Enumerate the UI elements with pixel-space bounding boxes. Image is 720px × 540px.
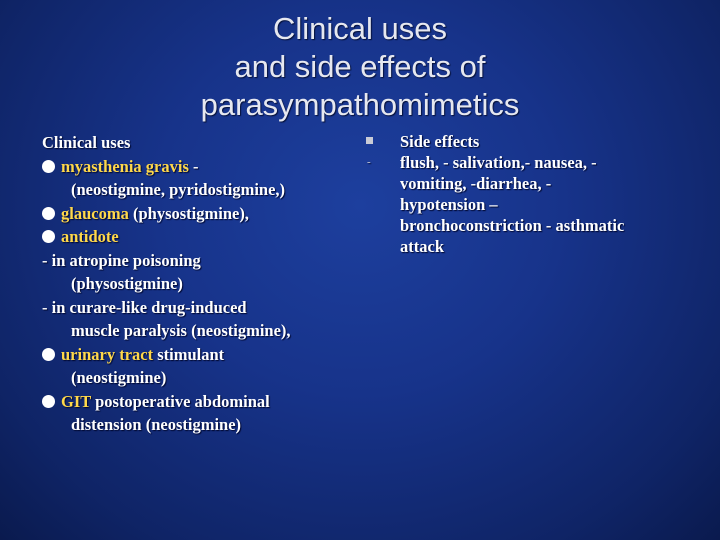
slide-title (0, 10, 720, 124)
urinary-detail: (neostigmine) (71, 368, 167, 387)
atropine-line: - in atropine poisoning (42, 250, 201, 270)
clinical-uses-heading: Clinical uses (42, 133, 131, 152)
side-effects-list (364, 131, 694, 257)
clinical-uses-list (42, 131, 362, 437)
curare-line: - in curare-like drug-induced (42, 297, 247, 317)
title-line-1: Clinical uses (272, 11, 447, 46)
dash-marker: - (367, 156, 371, 168)
antidote-label: antidote (61, 227, 119, 246)
list-item-glaucoma (42, 202, 362, 226)
git-label: GIT (61, 391, 91, 411)
list-item-urinary (42, 343, 362, 367)
side-effects-heading-row (364, 131, 694, 152)
side-effects-heading: Side effects (400, 132, 480, 151)
effect-line: bronchoconstriction - asthmatic (400, 216, 625, 235)
bullet-dot-icon (42, 348, 55, 361)
bullet-dot-icon (42, 395, 55, 408)
square-bullet-icon (366, 137, 373, 144)
git-suffix: postoperative abdominal (90, 391, 270, 411)
git-detail: distension (neostigmine) (71, 415, 242, 434)
list-item-antidote (42, 225, 362, 249)
side-effects-row (364, 152, 694, 257)
myasthenia-label: myasthenia gravis (61, 156, 189, 176)
glaucoma-detail: (physostigmine), (128, 203, 249, 223)
curare-detail: muscle paralysis (neostigmine), (71, 321, 291, 340)
effect-line: vomiting, -diarrhea, - (400, 174, 552, 193)
title-line-2: and side effects of (234, 49, 486, 84)
bullet-dot-icon (42, 160, 55, 173)
atropine-detail: (physostigmine) (71, 274, 183, 293)
bullet-dot-icon (42, 230, 55, 243)
effect-line: hypotension – (400, 195, 498, 214)
effect-line: flush, - salivation,- nausea, - (400, 153, 597, 172)
myasthenia-detail: (neostigmine, pyridostigmine,) (71, 180, 286, 199)
effect-line: attack (400, 237, 444, 256)
myasthenia-suffix: - (188, 156, 199, 176)
list-item-git (42, 390, 362, 414)
glaucoma-label: glaucoma (61, 203, 129, 223)
bullet-dot-icon (42, 207, 55, 220)
title-line-3: parasympathomimetics (200, 87, 520, 122)
list-item-myasthenia (42, 155, 362, 179)
urinary-suffix: stimulant (153, 344, 225, 364)
side-effects-text (400, 152, 694, 257)
urinary-label: urinary tract (61, 344, 154, 364)
